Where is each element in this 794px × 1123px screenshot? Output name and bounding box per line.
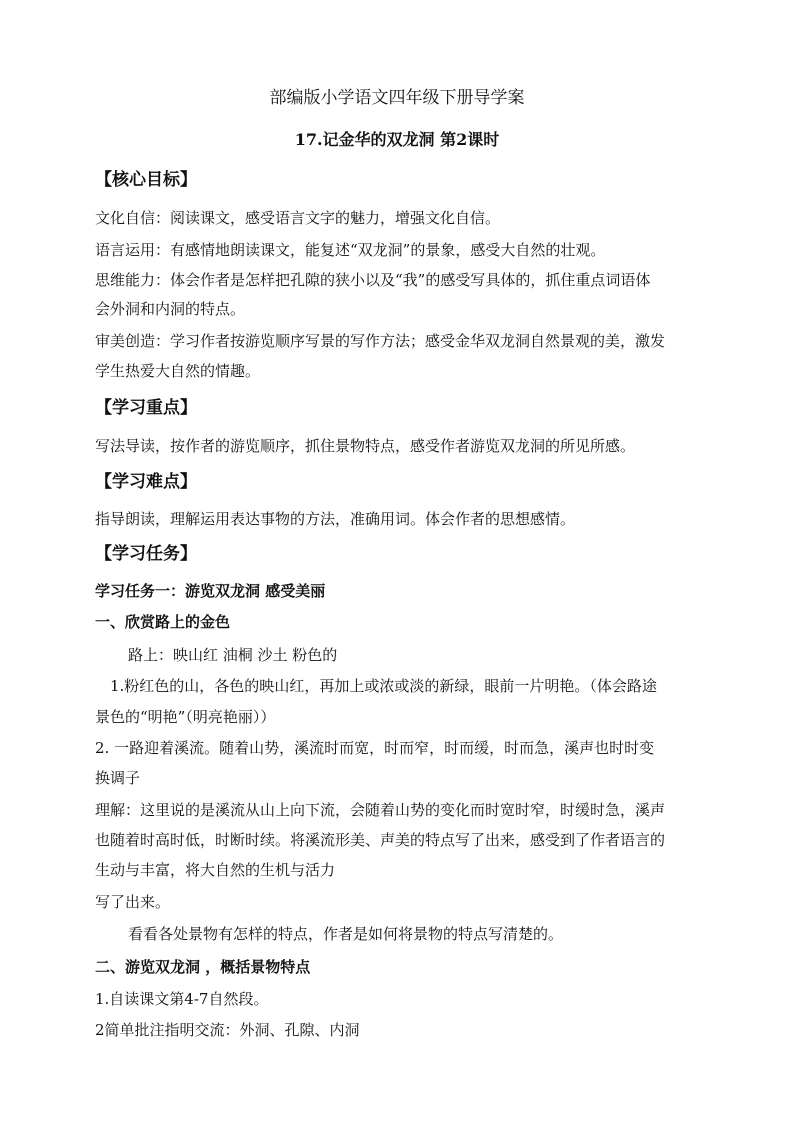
task1-title: 学习任务一：游览双龙洞 感受美丽 (95, 582, 326, 600)
item1-line2: 景色的“明艳”（明亮艳丽）） (95, 708, 276, 726)
understand-line3: 生动与丰富，将大自然的生机与活力 (95, 861, 336, 879)
goal-thinking-line2: 会外洞和内洞的特点。 (95, 300, 246, 318)
step2: 2简单批注指明交流：外洞、孔隙、内洞 (95, 1021, 360, 1039)
understand-line4: 写了出来。 (95, 893, 171, 911)
document-title: 部编版小学语文四年级下册导学案 (269, 88, 525, 108)
goal-culture: 文化自信：阅读课文，感受语言文字的魅力，增强文化自信。 (95, 209, 501, 227)
core-goals-heading: 【核心目标】 (95, 170, 197, 190)
difficulty-text: 指导朗读，理解运用表达事物的方法，准确用词。体会作者的思想感情。 (95, 510, 576, 528)
goal-language: 语言运用：有感情地朗读课文，能复述“双龙洞”的景象，感受大自然的壮观。 (95, 241, 606, 259)
focus-text: 写法导读，按作者的游览顺序，抓住景物特点，感受作者游览双龙洞的所见所感。 (95, 437, 636, 455)
goal-thinking-line1: 思维能力：体会作者是怎样把孔隙的狭小以及“我”的感受写具体的，抓住重点词语体 (95, 271, 651, 289)
goal-aesthetic-line2: 学生热爱大自然的情趣。 (95, 362, 261, 380)
goal-aesthetic-line1: 审美创造：学习作者按游览顺序写景的写作方法；感受金华双龙洞自然景观的美，激发 (95, 332, 666, 350)
difficulty-heading: 【学习难点】 (95, 472, 197, 492)
understand-line2: 也随着时高时低，时断时续。将溪流形美、声美的特点写了出来，感受到了作者语言的 (95, 831, 666, 849)
item1-line1: 1.粉红色的山，各色的映山红，再加上或浓或淡的新绿，眼前一片明艳。（体会路途 (110, 677, 657, 695)
understand-line1: 理解：这里说的是溪流从山上向下流，会随着山势的变化而时宽时窄，时缓时急，溪声 (95, 801, 666, 819)
part1-title: 一、欣赏路上的金色 (95, 613, 231, 631)
item2-line2: 换调子 (95, 769, 141, 787)
observe-line: 看看各处景物有怎样的特点，作者是如何将景物的特点写清楚的。 (128, 925, 564, 943)
road-line: 路上：映山红 油桐 沙土 粉色的 (128, 646, 338, 664)
part2-title: 二、游览双龙洞 ，概括景物特点 (95, 958, 311, 976)
tasks-heading: 【学习任务】 (95, 544, 197, 564)
step1: 1.自读课文第4-7自然段。 (95, 990, 269, 1008)
focus-heading: 【学习重点】 (95, 398, 197, 418)
item2-line1: 2. 一路迎着溪流。随着山势，溪流时而宽，时而窄，时而缓，时而急，溪声也时时变 (95, 739, 655, 757)
lesson-subtitle: 17.记金华的双龙洞 第2课时 (294, 130, 500, 149)
